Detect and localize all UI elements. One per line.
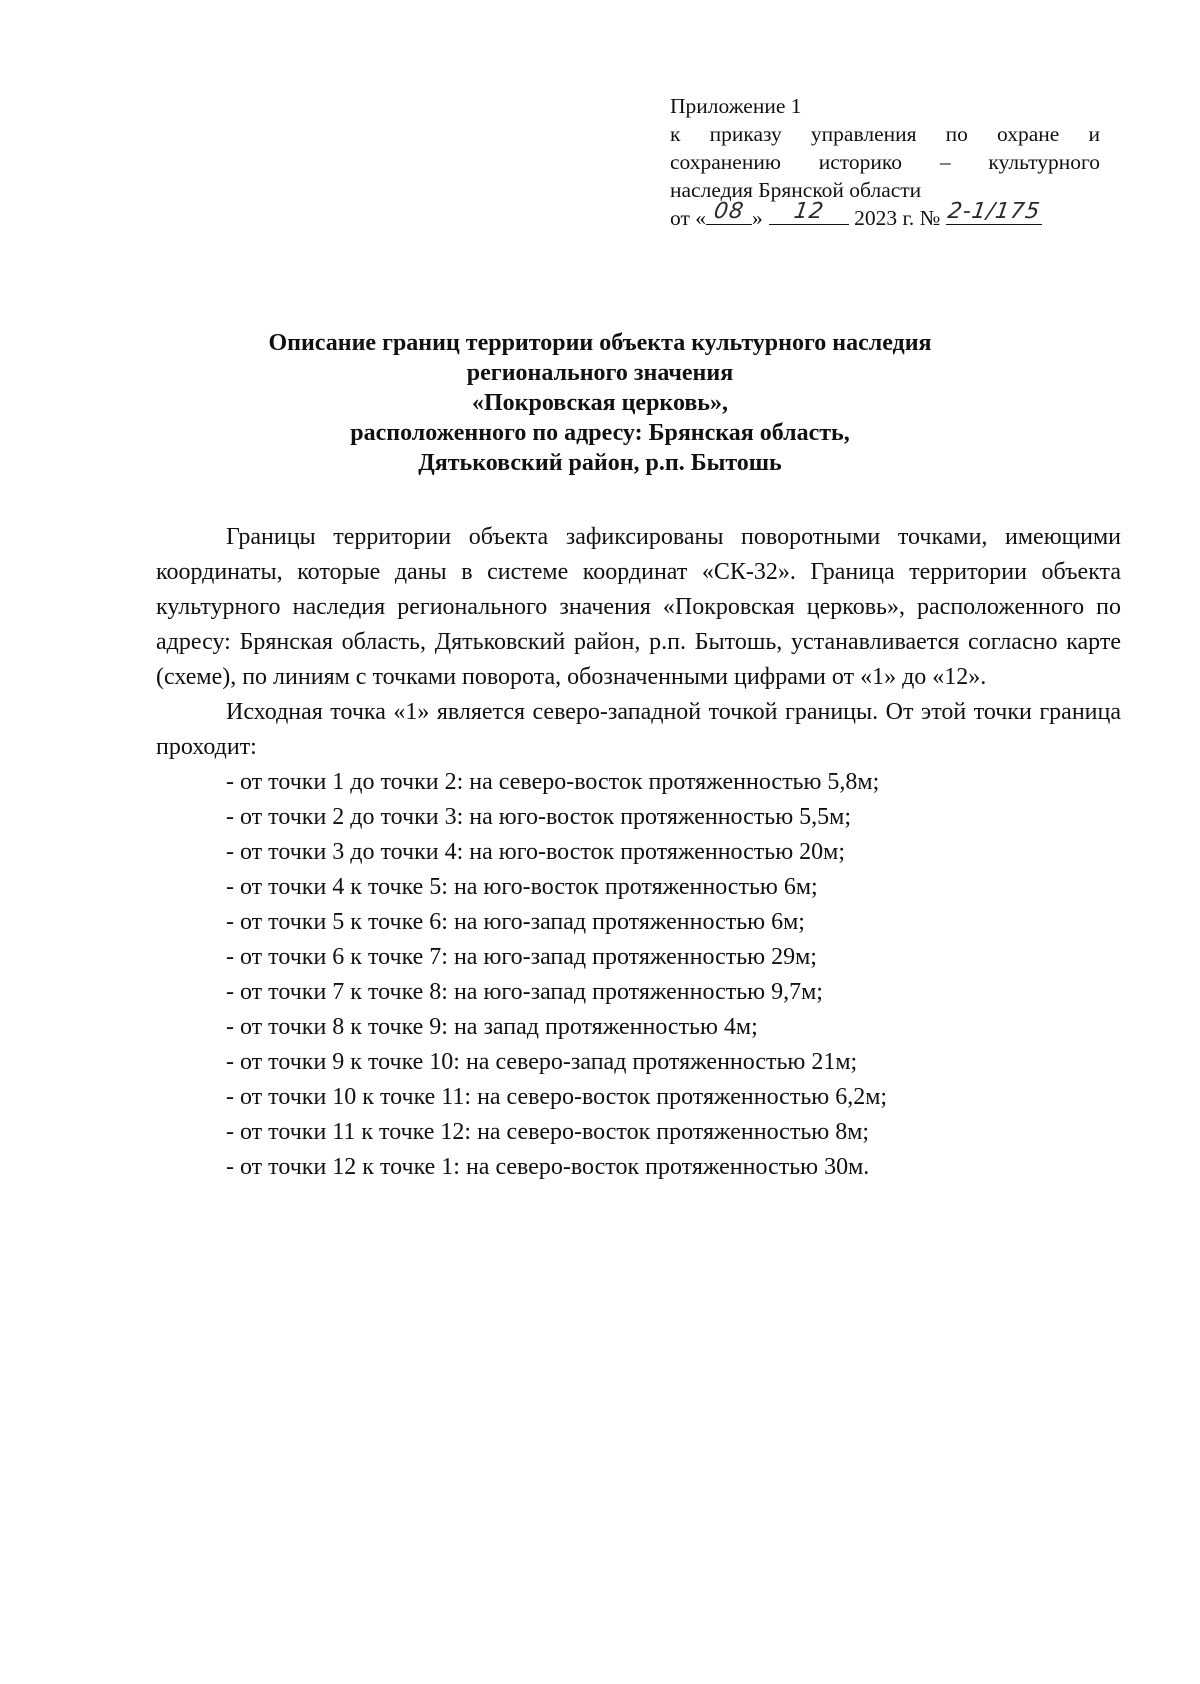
appendix-header (670, 92, 1100, 234)
list-item: - от точки 2 до точки 3: на юго-восток протяженностью 5,5м; (226, 804, 852, 830)
list-item: - от точки 11 к точке 12: на северо-восток протяженностью 8м; (226, 1119, 870, 1145)
list-item: - от точки 8 к точке 9: на запад протяженностью 4м; (226, 1014, 758, 1040)
order-number-blank (945, 199, 1042, 225)
paragraph-boundaries: Границы территории объекта зафиксированы поворотными точками, имеющими координаты, которые даны в системе координат «СК-32». Граница территории объекта культурного наследия регионального значения «Покровская церковь», расположенного по адресу: Брянская область, Дятьковский район, р.п. Бытошь, устанавливается согласно карте (схеме), по линиям с точками поворота, обозначенными цифрами от «1» до «12». (156, 524, 1121, 690)
title-line-5: Дятьковский район, р.п. Бытошь (418, 450, 782, 476)
list-item: - от точки 4 к точке 5: на юго-восток протяженностью 6м; (226, 874, 818, 900)
paragraph-start-point: Исходная точка «1» является северо-западной точкой границы. От этой точки граница проходит: (156, 699, 1121, 760)
appendix-title: Приложение 1 (670, 94, 802, 118)
list-item: - от точки 3 до точки 4: на юго-восток протяженностью 20м; (226, 839, 846, 865)
date-year: 2023 г. № (854, 206, 941, 230)
list-item: - от точки 1 до точки 2: на северо-восток протяженностью 5,8м; (226, 769, 880, 795)
appendix-line-2: сохранению историко – культурного (670, 150, 1100, 174)
list-item: - от точки 10 к точке 11: на северо-восток протяженностью 6,2м; (226, 1084, 888, 1110)
handwritten-day: 08 (712, 199, 746, 224)
appendix-line-3: наследия Брянской области (670, 178, 922, 202)
date-day-blank (706, 199, 752, 225)
handwritten-order-number: 2-1/175 (945, 199, 1042, 224)
handwritten-month: 12 (792, 199, 826, 224)
boundary-segments-list (156, 765, 1121, 1185)
order-date-line (670, 199, 1100, 234)
list-item: - от точки 12 к точке 1: на северо-восток протяженностью 30м. (226, 1154, 870, 1180)
title-line-4: расположенного по адресу: Брянская область, (350, 420, 850, 446)
date-month-blank (769, 199, 849, 225)
list-item: - от точки 6 к точке 7: на юго-запад протяженностью 29м; (226, 944, 817, 970)
document-title (140, 328, 1060, 478)
appendix-line-1: к приказу управления по охране и (670, 122, 1100, 146)
list-item: - от точки 5 к точке 6: на юго-запад протяженностью 6м; (226, 909, 805, 935)
title-line-1: Описание границ территории объекта культурного наследия (268, 330, 932, 356)
list-item: - от точки 7 к точке 8: на юго-запад протяженностью 9,7м; (226, 979, 823, 1005)
title-line-2: регионального значения (466, 360, 734, 386)
document-body (156, 520, 1121, 1185)
date-mid: » (752, 206, 763, 230)
title-line-3: «Покровская церковь», (472, 390, 728, 416)
list-item: - от точки 9 к точке 10: на северо-запад протяженностью 21м; (226, 1049, 858, 1075)
date-prefix: от « (670, 206, 706, 230)
